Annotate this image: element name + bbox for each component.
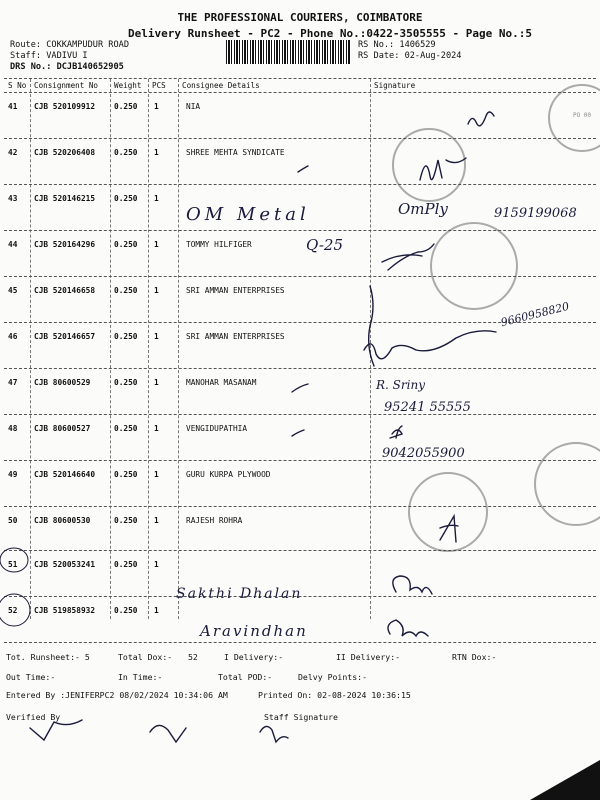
route-label: Route: COKKAMPUDUR ROAD xyxy=(10,40,129,50)
col-weight: Weight xyxy=(114,81,142,90)
row-consignment: CJB 520053241 xyxy=(34,560,96,569)
row-consignment: CJB 520146658 xyxy=(34,286,96,295)
row-weight: 0.250 xyxy=(114,378,138,387)
tick-mark xyxy=(292,384,308,392)
runsheet-subtitle: Delivery Runsheet - PC2 - Phone No.:0422-3505555 - Page No.:5 xyxy=(128,27,532,40)
row-consignee: SHREE MEHTA SYNDICATE xyxy=(186,148,285,157)
handwritten-note: Q-25 xyxy=(306,236,344,254)
row-consignee: NIA xyxy=(186,102,201,111)
row-weight: 0.250 xyxy=(114,424,138,433)
row-sno: 49 xyxy=(8,470,18,479)
col-consignee: Consignee Details xyxy=(182,81,260,90)
row-sno: 43 xyxy=(8,194,18,203)
row-pcs: 1 xyxy=(154,560,159,569)
row-consignment: CJB 519858932 xyxy=(34,606,96,615)
row-weight: 0.250 xyxy=(114,470,138,479)
staff-signature-mark xyxy=(260,726,288,742)
row-pcs: 1 xyxy=(154,148,159,157)
entered-by: Entered By :JENIFERPC2 08/02/2024 10:34:06 AM xyxy=(6,690,228,700)
handwritten-signature: Om​Ply xyxy=(398,200,448,218)
row-consignment: CJB 520146640 xyxy=(34,470,96,479)
row-weight: 0.250 xyxy=(114,560,138,569)
row-sno: 41 xyxy=(8,102,18,111)
row-consignment: CJB 80600530 xyxy=(34,516,91,525)
handwritten-name: Sakthi Dhalan xyxy=(176,586,303,602)
out-time: Out Time:- xyxy=(6,672,56,682)
row-weight: 0.250 xyxy=(114,332,138,341)
signature-row51 xyxy=(393,576,432,594)
handwritten-phone: 95241 55555 xyxy=(384,400,471,415)
rs-number: RS No.: 1406529 xyxy=(358,40,436,50)
i-delivery: I Delivery:- xyxy=(224,652,284,662)
row-consignment: CJB 520146215 xyxy=(34,194,96,203)
row-consignee: SRI AMMAN ENTERPRISES xyxy=(186,286,285,295)
drs-number: DRS No.: DCJB140652905 xyxy=(10,62,124,72)
row-pcs: 1 xyxy=(154,286,159,295)
tick-mark xyxy=(292,430,304,436)
row-weight: 0.250 xyxy=(114,286,138,295)
verifier-signature xyxy=(30,720,186,742)
row-pcs: 1 xyxy=(154,516,159,525)
circle-mark xyxy=(0,548,28,572)
row-consignment: CJB 80600529 xyxy=(34,378,91,387)
ii-delivery: II Delivery:- xyxy=(336,652,401,662)
col-sno: S No xyxy=(8,81,27,90)
row-sno: 42 xyxy=(8,148,18,157)
page-corner-shadow xyxy=(530,760,600,800)
col-consignment: Consignment No xyxy=(34,81,99,90)
row-consignment: CJB 520109912 xyxy=(34,102,96,111)
circle-mark xyxy=(0,594,30,626)
signature-row46 xyxy=(364,331,496,359)
staff-signature: Staff Signature xyxy=(264,712,338,722)
row-consignment: CJB 520206408 xyxy=(34,148,96,157)
row-weight: 0.250 xyxy=(114,516,138,525)
row-consignment: CJB 80600527 xyxy=(34,424,91,433)
handwritten-name: Aravindhan xyxy=(200,622,308,640)
signature-row44 xyxy=(382,244,434,270)
col-pcs: PCS xyxy=(152,81,166,90)
row-sno: 44 xyxy=(8,240,18,249)
row-weight: 0.250 xyxy=(114,606,138,615)
row-sno: 51 xyxy=(8,560,18,569)
handwritten-name: OM Metal xyxy=(186,204,310,225)
row-sno: 52 xyxy=(8,606,18,615)
in-time: In Time:- xyxy=(118,672,163,682)
row-consignee: SRI AMMAN ENTERPRISES xyxy=(186,332,285,341)
total-dox-value: 52 xyxy=(188,652,198,662)
row-weight: 0.250 xyxy=(114,240,138,249)
signature-row41 xyxy=(468,112,494,126)
bracket-line xyxy=(369,286,374,366)
row-sno: 45 xyxy=(8,286,18,295)
signature-row52 xyxy=(388,620,428,636)
signature-row48 xyxy=(390,426,402,438)
printed-on: Printed On: 02-08-2024 10:36:15 xyxy=(258,690,411,700)
row-weight: 0.250 xyxy=(114,148,138,157)
col-signature: Signature xyxy=(374,81,416,90)
row-pcs: 1 xyxy=(154,240,159,249)
insurance-stamp: PO 00 xyxy=(548,84,600,152)
row-pcs: 1 xyxy=(154,424,159,433)
handwritten-phone: 9660958820 xyxy=(499,299,571,330)
row-consignee: RAJESH ROHRA xyxy=(186,516,243,525)
total-dox-label: Total Dox:- xyxy=(118,652,173,662)
row-consignment: CJB 520146657 xyxy=(34,332,96,341)
row-sno: 46 xyxy=(8,332,18,341)
handwritten-phone: 9042055900 xyxy=(382,446,465,461)
row-weight: 0.250 xyxy=(114,194,138,203)
total-pod: Total POD:- xyxy=(218,672,273,682)
row-weight: 0.250 xyxy=(114,102,138,111)
rs-date: RS Date: 02-Aug-2024 xyxy=(358,51,462,61)
row-pcs: 1 xyxy=(154,606,159,615)
staff-label: Staff: VADIVU I xyxy=(10,51,88,61)
row-sno: 48 xyxy=(8,424,18,433)
row-sno: 50 xyxy=(8,516,18,525)
row-pcs: 1 xyxy=(154,102,159,111)
rtn-dox: RTN Dox:- xyxy=(452,652,497,662)
row-consignee: MANOHAR MASANAM xyxy=(186,378,257,387)
row-sno: 47 xyxy=(8,378,18,387)
signature-row42 xyxy=(420,158,466,180)
delvy-points: Delvy Points:- xyxy=(298,672,368,682)
company-title: THE PROFESSIONAL COURIERS, COIMBATORE xyxy=(177,11,423,24)
row-consignee: GURU KURPA PLYWOOD xyxy=(186,470,271,479)
tot-runsheet: Tot. Runsheet:- 5 xyxy=(6,652,90,662)
verified-by: Verified By xyxy=(6,712,61,722)
row-pcs: 1 xyxy=(154,378,159,387)
signature-row50 xyxy=(440,516,458,542)
row-consignee: TOMMY HILFIGER xyxy=(186,240,252,249)
tick-mark xyxy=(298,166,308,172)
row-pcs: 1 xyxy=(154,332,159,341)
row-consignment: CJB 520164296 xyxy=(34,240,96,249)
handwritten-name: R. Sriny xyxy=(376,378,425,392)
handwritten-phone: 9159199068 xyxy=(494,206,577,221)
row-consignee: VENGIDUPATHIA xyxy=(186,424,248,433)
row-pcs: 1 xyxy=(154,194,159,203)
row-pcs: 1 xyxy=(154,470,159,479)
